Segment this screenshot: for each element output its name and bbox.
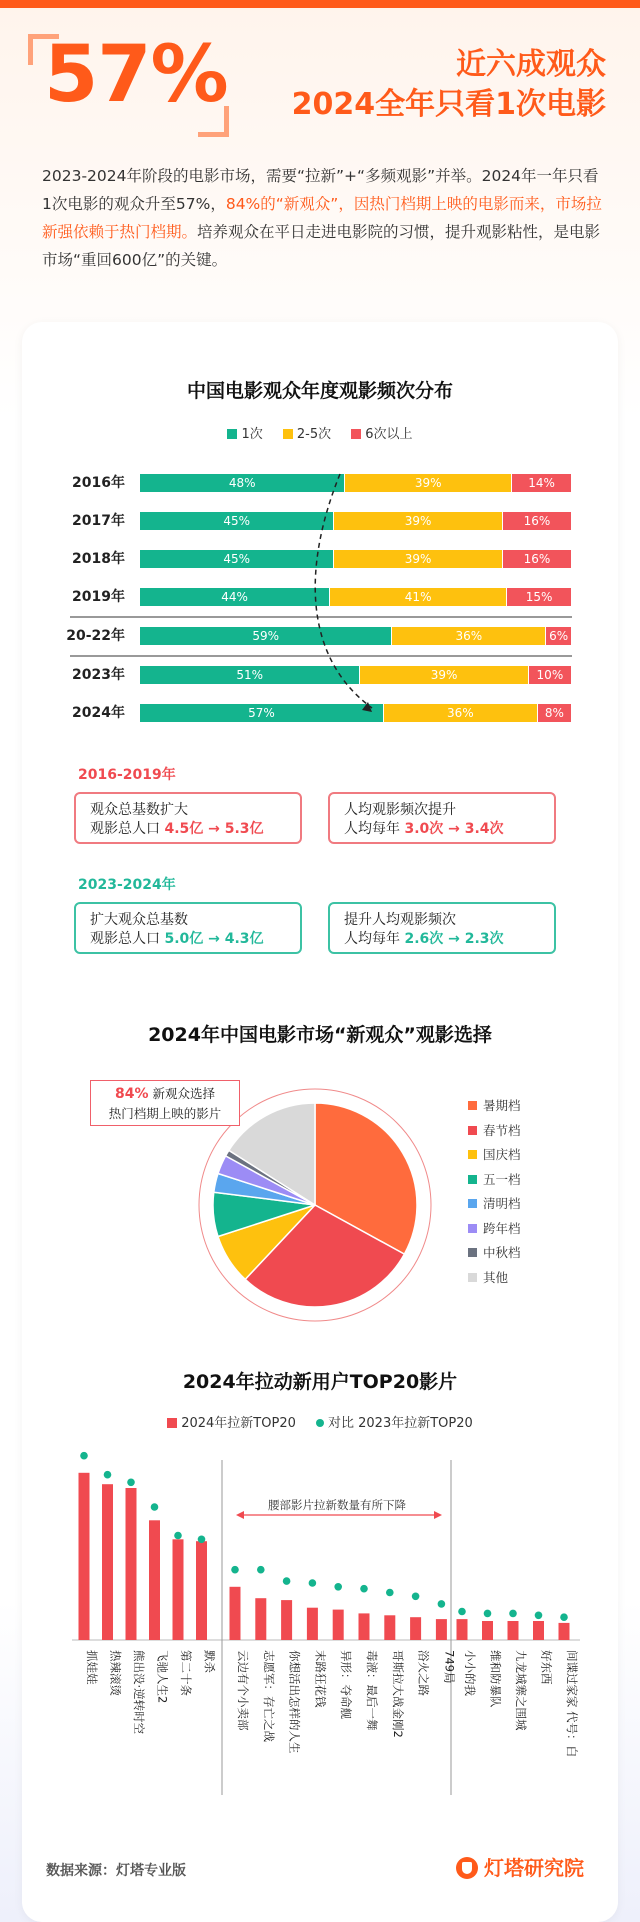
legend-label: 6次以上 [365, 427, 413, 442]
pie-legend-item [468, 1268, 508, 1286]
legend-label: 对比 2023年拉新TOP20 [328, 1416, 473, 1431]
hero-percentage: 57% [44, 30, 228, 120]
pie-legend-item [468, 1145, 521, 1163]
box-line: 提升人均观影频次 [344, 912, 456, 928]
box-value: 3.0次 → 3.4次 [404, 821, 504, 837]
freq-bar-segment: 57% [140, 704, 383, 722]
period-label-2023-2024: 2023-2024年 [78, 877, 176, 893]
top20-dot [80, 1452, 88, 1460]
legend-swatch [468, 1248, 477, 1257]
freq-row-label: 2016年 [72, 475, 125, 491]
top20-bar [230, 1587, 241, 1640]
top20-dot [484, 1610, 492, 1618]
top20-category-label: 九龙城寨之围城 [514, 1650, 528, 1731]
brand-logo-text: 灯塔研究院 [484, 1856, 584, 1880]
box-value: 5.0亿 → 4.3亿 [164, 931, 264, 947]
top20-dot [198, 1536, 206, 1544]
freq-bar-segment: 39% [334, 512, 501, 530]
freq-row-label: 2023年 [72, 667, 125, 683]
top20-bar [307, 1608, 318, 1640]
freq-bar-segment: 16% [503, 550, 571, 568]
top20-category-label: 云边有个小卖部 [236, 1650, 250, 1731]
top20-dot [438, 1600, 446, 1608]
top20-category-label: 默杀 [202, 1650, 217, 1673]
legend-swatch [468, 1273, 477, 1282]
box-line [90, 930, 300, 949]
box-line: 人均观影频次提升 [344, 802, 456, 818]
top20-dot [231, 1566, 239, 1574]
freq-row-label: 2017年 [72, 513, 125, 529]
top20-dot [174, 1532, 182, 1540]
freq-bar-segment: 45% [140, 550, 333, 568]
pie-legend-item [468, 1243, 521, 1261]
box-line [90, 820, 300, 839]
legend-swatch-red [167, 1418, 177, 1428]
top20-category-label: 好东西 [539, 1650, 554, 1685]
legend-label: 其他 [483, 1269, 509, 1285]
legend-dot-green [316, 1419, 324, 1427]
freq-bar-segment: 10% [529, 666, 571, 684]
top20-note-arrowhead-left [236, 1511, 244, 1519]
callout-percent: 84% [115, 1086, 149, 1102]
callout-text: 新观众选择 [148, 1086, 215, 1101]
callout-text: 热门档期上映的影片 [108, 1106, 222, 1121]
top20-category-label: 维和防暴队 [488, 1650, 503, 1708]
freq-overlay [0, 0, 640, 760]
top20-category-label: 异形：夺命舰 [339, 1650, 354, 1719]
box-prefix: 人均每年 [344, 931, 405, 947]
top20-legend-bar [167, 1412, 296, 1431]
box-prefix: 观影总人口 [90, 821, 165, 837]
legend-swatch [468, 1175, 477, 1184]
top20-bar [255, 1598, 266, 1640]
top20-dot [127, 1479, 135, 1487]
intro-part3: 培养观众在平日走进电影院的习惯，提升观影粘性，是电影市场“重回600亿”的关键。 [42, 223, 601, 269]
hero-title-line2: 2024全年只看1次电影 [291, 87, 606, 122]
top20-dot [334, 1583, 342, 1591]
freq-bar-segment: 45% [140, 512, 333, 530]
box-line [344, 930, 554, 949]
top20-bar [149, 1520, 160, 1640]
pie-legend-item [468, 1096, 521, 1114]
brand-logo [456, 1852, 584, 1881]
data-source: 数据来源：灯塔专业版 [46, 1863, 186, 1879]
period-box-base-expand [74, 792, 302, 844]
top20-category-label: 抓娃娃 [85, 1650, 99, 1685]
freq-bar-segment: 16% [503, 512, 571, 530]
freq-bar-segment: 8% [538, 704, 571, 722]
legend-label: 跨年档 [483, 1220, 521, 1236]
freq-bar-segment: 59% [140, 627, 391, 645]
box-value: 2.6次 → 2.3次 [404, 931, 504, 947]
top20-category-label: 小小的我 [463, 1650, 477, 1696]
legend-swatch [468, 1199, 477, 1208]
top20-category-label: 熊出没·逆转时空 [132, 1650, 146, 1735]
top20-bar-chart [0, 1440, 640, 1820]
freq-row-label: 2018年 [72, 551, 125, 567]
lighthouse-logo-icon [456, 1857, 478, 1879]
top20-dot [458, 1608, 466, 1616]
top20-dot [535, 1612, 543, 1620]
intro-part1: 2023-2024年阶段的电影市场，需要“拉新”+“多频观影”并举。2024年一年只看1次电影的观众升至57%， [42, 167, 599, 213]
top20-category-label: 志愿军：存亡之战 [261, 1650, 276, 1742]
top20-category-label: 间谍过家家 代号：白 [565, 1650, 579, 1758]
legend-label: 清明档 [483, 1196, 521, 1211]
top20-bar [482, 1621, 493, 1640]
freq-row-label: 2024年 [72, 705, 125, 721]
top20-bar [196, 1541, 207, 1640]
legend-swatch [468, 1224, 477, 1233]
top20-bar [79, 1473, 90, 1640]
pie-legend-item [468, 1194, 521, 1212]
legend-label: 国庆档 [483, 1147, 521, 1162]
top20-dot [309, 1579, 317, 1587]
top20-bar [559, 1623, 570, 1640]
legend-label: 中秋档 [483, 1245, 521, 1260]
period-box-freq-up [328, 792, 556, 844]
freq-bar-segment: 14% [512, 474, 571, 492]
top20-dot [151, 1503, 159, 1511]
legend-label: 2024年拉新TOP20 [181, 1416, 296, 1431]
top20-bar [359, 1613, 370, 1640]
top20-chart-title: 2024年拉动新用户TOP20影片 [182, 1371, 458, 1393]
top20-dot [257, 1566, 265, 1574]
freq-bar-segment: 6% [546, 627, 571, 645]
pie-chart-title: 2024年中国电影市场“新观众”观影选择 [148, 1024, 492, 1046]
legend-label: 暑期档 [483, 1098, 521, 1113]
top20-dot [412, 1593, 420, 1601]
top20-category-label: 哥斯拉大战金刚2 [390, 1650, 405, 1738]
top20-category-label: 你想活出怎样的人生 [287, 1650, 302, 1754]
period-box-freq-target [328, 902, 556, 954]
freq-bar-segment: 48% [140, 474, 344, 492]
top20-bar [533, 1621, 544, 1640]
freq-trend-arrow [315, 474, 372, 708]
legend-swatch [468, 1101, 477, 1110]
freq-bar-segment: 36% [384, 704, 537, 722]
top20-dot [360, 1585, 368, 1593]
period-label-2016-2019: 2016-2019年 [78, 767, 176, 783]
pie-callout [90, 1080, 240, 1126]
top20-category-label: 热辣滚烫 [108, 1650, 123, 1696]
legend-label: 1次 [241, 427, 263, 442]
box-value: 4.5亿 → 5.3亿 [164, 821, 264, 837]
pie-legend-item [468, 1170, 521, 1188]
freq-bar-segment: 41% [330, 588, 506, 606]
legend-label: 五一档 [483, 1171, 521, 1187]
period-box-base-target [74, 902, 302, 954]
top20-category-label: 第二十条 [179, 1650, 193, 1696]
legend-swatch [468, 1126, 477, 1135]
top20-bar [384, 1615, 395, 1640]
top20-bar [102, 1484, 113, 1640]
top20-bar [281, 1600, 292, 1640]
freq-bar-segment: 44% [140, 588, 329, 606]
freq-bar-segment: 36% [392, 627, 545, 645]
top20-dot [509, 1610, 517, 1618]
legend-label: 2-5次 [296, 427, 332, 442]
top20-bar [173, 1539, 184, 1640]
top20-category-label: 飞驰人生2 [155, 1650, 170, 1704]
hero-title-line1: 近六成观众 [456, 47, 606, 82]
top20-dot [560, 1613, 568, 1621]
box-prefix: 人均每年 [344, 821, 405, 837]
pie-legend-item [468, 1219, 521, 1237]
box-prefix: 观影总人口 [90, 931, 165, 947]
box-line: 观众总基数扩大 [90, 802, 188, 818]
top20-dot [283, 1577, 291, 1585]
top20-category-label: 749局 [442, 1650, 457, 1684]
top20-bar [436, 1619, 447, 1640]
top20-dot [104, 1471, 112, 1479]
legend-swatch [468, 1150, 477, 1159]
freq-bar-segment: 39% [345, 474, 511, 492]
top20-legend [0, 1412, 640, 1431]
top20-legend-dot [316, 1412, 473, 1431]
top20-bar [410, 1617, 421, 1640]
top20-bar [508, 1621, 519, 1640]
pie-legend-item [468, 1121, 521, 1139]
freq-bar-segment: 51% [140, 666, 359, 684]
freq-bar-segment: 15% [507, 588, 571, 606]
top20-note-arrowhead-right [434, 1511, 442, 1519]
top20-category-label: 毒液：最后一舞 [365, 1650, 379, 1731]
top20-bar [457, 1619, 468, 1640]
legend-label: 春节档 [483, 1122, 521, 1138]
top20-dot [386, 1589, 394, 1597]
freq-chart-title: 中国电影观众年度观影频次分布 [186, 380, 453, 402]
freq-bar-segment: 39% [360, 666, 527, 684]
freq-bar-segment: 39% [334, 550, 501, 568]
freq-row-label: 20-22年 [66, 628, 125, 644]
box-line: 扩大观众总基数 [90, 912, 188, 928]
top20-bar [333, 1610, 344, 1640]
intro-highlight: 84%的“新观众”，因热门档期上映的电影而来，市场拉新强依赖于热门档期。 [42, 195, 602, 241]
top20-category-label: 末路狂花钱 [313, 1650, 328, 1708]
freq-row-label: 2019年 [72, 589, 125, 605]
top20-bar [126, 1488, 137, 1640]
top20-category-label: 浴火之路 [416, 1650, 431, 1696]
box-line [344, 820, 554, 839]
top20-note-text: 腰部影片拉新数量有所下降 [268, 1498, 406, 1512]
